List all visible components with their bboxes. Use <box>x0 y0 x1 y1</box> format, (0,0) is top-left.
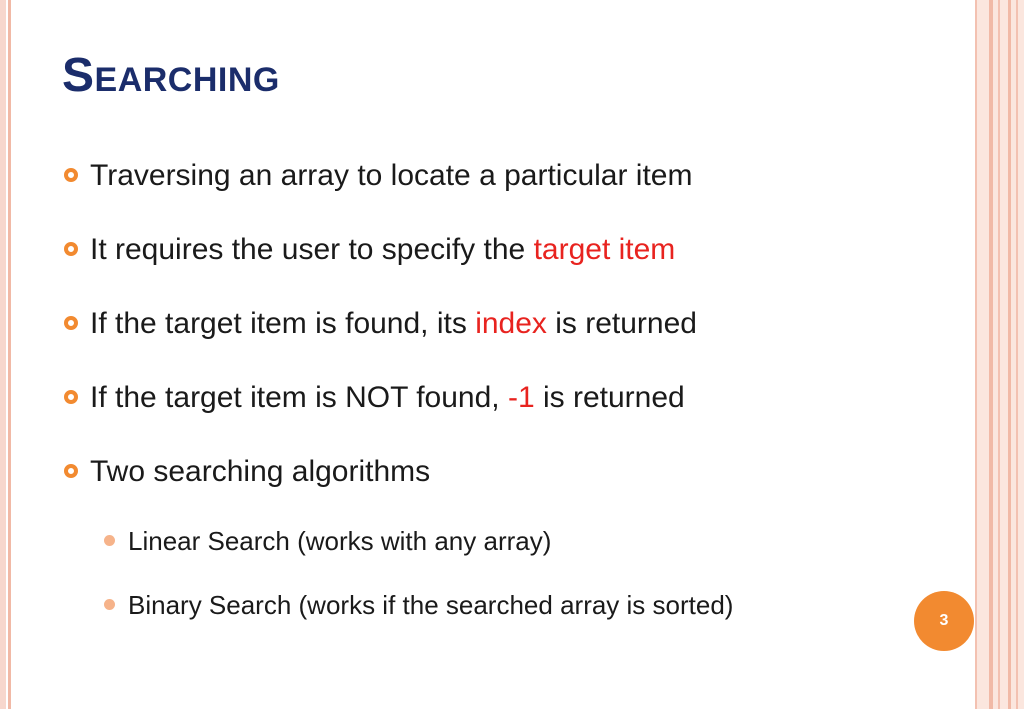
left-border-stripe <box>0 0 6 709</box>
bullet-text: Two searching algorithms <box>90 455 431 488</box>
left-border-line <box>8 0 11 709</box>
right-border-line <box>1008 0 1011 709</box>
right-border-line <box>1016 0 1018 709</box>
bullet-list <box>64 156 964 526</box>
bullet-text: Traversing an array to locate a particular item <box>90 159 693 192</box>
highlighted-term: target item <box>533 233 676 266</box>
bullet-item <box>64 156 964 230</box>
ring-bullet-icon <box>64 168 78 182</box>
bullet-text: If the target item is found, its index is returned <box>90 307 697 340</box>
ring-bullet-icon <box>64 390 78 404</box>
slide-title: Searching <box>62 49 280 102</box>
highlighted-term: index <box>475 307 547 340</box>
sub-bullet-text: Linear Search (works with any array) <box>128 526 552 556</box>
ring-bullet-icon <box>64 242 78 256</box>
dot-bullet-icon <box>104 535 115 546</box>
page-number-badge: 3 <box>914 591 974 651</box>
sub-bullet-text: Binary Search (works if the searched array is sorted) <box>128 590 734 620</box>
highlighted-term: -1 <box>507 381 535 414</box>
right-border-line <box>998 0 1000 709</box>
sub-bullet-list <box>104 524 924 652</box>
sub-bullet-item <box>104 588 924 652</box>
bullet-text: If the target item is NOT found, -1 is returned <box>90 381 685 414</box>
bullet-item <box>64 230 964 304</box>
bullet-item <box>64 378 964 452</box>
right-border-line <box>989 0 993 709</box>
sub-bullet-item <box>104 524 924 588</box>
bullet-text: It requires the user to specify the target item <box>90 233 676 266</box>
dot-bullet-icon <box>104 599 115 610</box>
ring-bullet-icon <box>64 316 78 330</box>
right-border-line <box>975 0 977 709</box>
ring-bullet-icon <box>64 464 78 478</box>
bullet-item <box>64 304 964 378</box>
bullet-item <box>64 452 964 526</box>
